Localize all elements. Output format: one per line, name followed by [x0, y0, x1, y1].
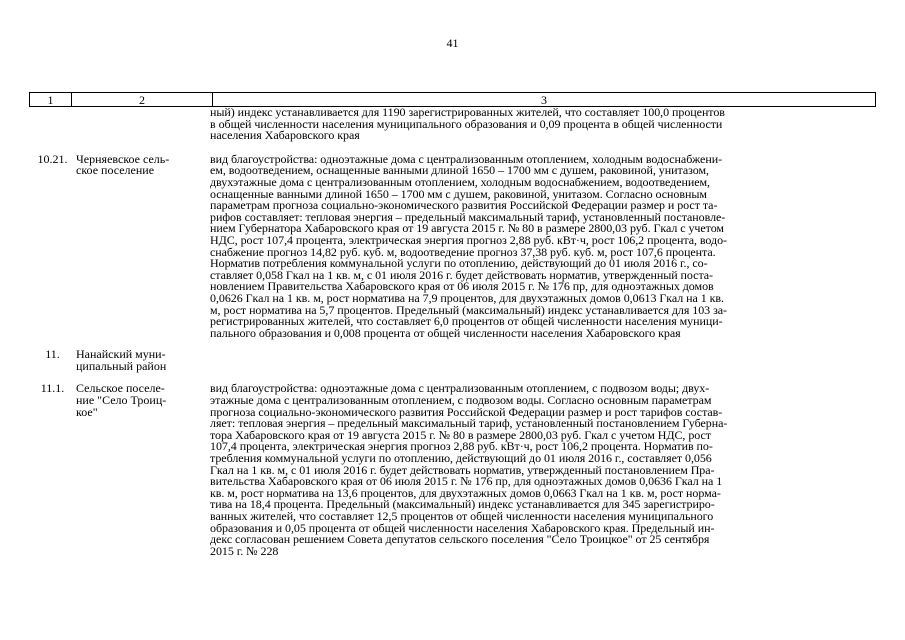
column-header-3: 3	[213, 93, 876, 107]
table-row	[29, 151, 876, 340]
column-header-1: 1	[30, 93, 72, 107]
row-text: вид благоустройства: одноэтажные дома с централизованным отоплением, с подвозом воды; двух- этажные дома с централизованным отоплением, с подвозом воды. Согласно основным параметрам прогноза социально-экономического развития Российской Федерации размер и рост тарифов состав- ляет: тепловая энергия – предельный максимальный тариф, установленный постановлением Губерна- тора Хабаровского края от 19 августа 2015 г. № 80 в размере 2800,03 руб. Гкал с учетом НДС, рост 107,4 процента, электрическая энергия прогноз 2,88 руб. кВт·ч, рост 106,2 процента. Норматив по- требления коммунальной услуги по отоплению, действующий до 01 июля 2016 г., составляет 0,056 Гкал на 1 кв. м, с 01 июля 2016 г. будет действовать норматив, утвержденный постановлением Пра- вительства Хабаровского края от 06 июля 2015 г. № 176 пр, для одноэтажных домов 0,0636 Гкал на 1 кв. м, рост норматива на 13,6 процентов, для двухэтажных домов 0,0663 Гкал на 1 кв. м, рост норма- тива на 18,4 процента. Предельный (максимальный) индекс устанавливается для 345 зарегистриро- ванных жителей, что составляет 12,5 процентов от общей численности населения муниципального образования и 0,05 процента от общей численности населения Хабаровского края. Предельный ин- декс согласован решением Совета депутатов сельского поселения "Село Троицкое" от 25 сентября 2015 г. № 228	[210, 381, 728, 558]
continuation-row	[29, 107, 876, 142]
row-name: Нанайский муни- ципальный район	[76, 347, 167, 373]
row-name: Сельское поселе- ние "Село Троиц- кое"	[76, 381, 167, 419]
row-number: 11.	[45, 347, 60, 362]
column-header-2: 2	[72, 93, 213, 107]
row-name: Черняевское сель- ское поселение	[76, 151, 170, 178]
row-text: вид благоустройства: одноэтажные дома с централизованным отоплением, холодным водоснабжени- ем, водоотведением, оснащенные ванными длиной 1650 – 1700 мм с душем, раковиной, унитазом, двухэтажные дома с централизованным отоплением, холодным водоснабжением, водоотведением, оснащенные ванными длиной 1650 – 1700 мм с душем, раковиной, унитазом. Согласно основным параметрам прогноза социально-экономического развития Российской Федерации размер и рост та- рифов составляет: тепловая энергия – предельный максимальный тариф, установленный постановле- нием Губернатора Хабаровского края от 19 августа 2015 г. № 80 в размере 2800,03 руб. Гкал с учетом НДС, рост 107,4 процента, электрическая энергия прогноз 2,88 руб. кВт·ч, рост 106,2 процента, водо- снабжение прогноз 14,82 руб. куб. м, водоотведение прогноз 37,38 руб. куб. м, рост 107,6 процента. Норматив потребления коммунальной услуги по отоплению, действующий до 01 июля 2016 г., со- ставляет 0,058 Гкал на 1 кв. м, с 01 июля 2016 г. будет действовать норматив, утвержденный поста- новлением Правительства Хабаровского края от 06 июля 2015 г. № 176 пр, для одноэтажных домов 0,0626 Гкал на 1 кв. м, рост норматива на 7,9 процентов, для двухэтажных домов 0,0613 Гкал на 1 кв. м, рост норматива на 5,7 процентов. Предельный (максимальный) индекс устанавливается для 103 за- регистрированных жителей, что составляет 6,0 процентов от общей численности населения муници- пального образования и 0,008 процента от общей численности населения Хабаровского края	[210, 151, 727, 340]
page-number: 41	[446, 36, 459, 50]
continuation-text: ный) индекс устанавливается для 1190 зарегистрированных жителей, что составляет 100,0 процентов в общей численности населения муниципального образования и 0,09 процента в общей численности населения Хабаровского края	[210, 105, 725, 143]
table-row	[29, 383, 876, 557]
table-row	[29, 349, 876, 372]
document-body	[29, 107, 876, 557]
row-number: 11.1.	[40, 381, 65, 396]
row-number: 10.21.	[37, 151, 68, 166]
